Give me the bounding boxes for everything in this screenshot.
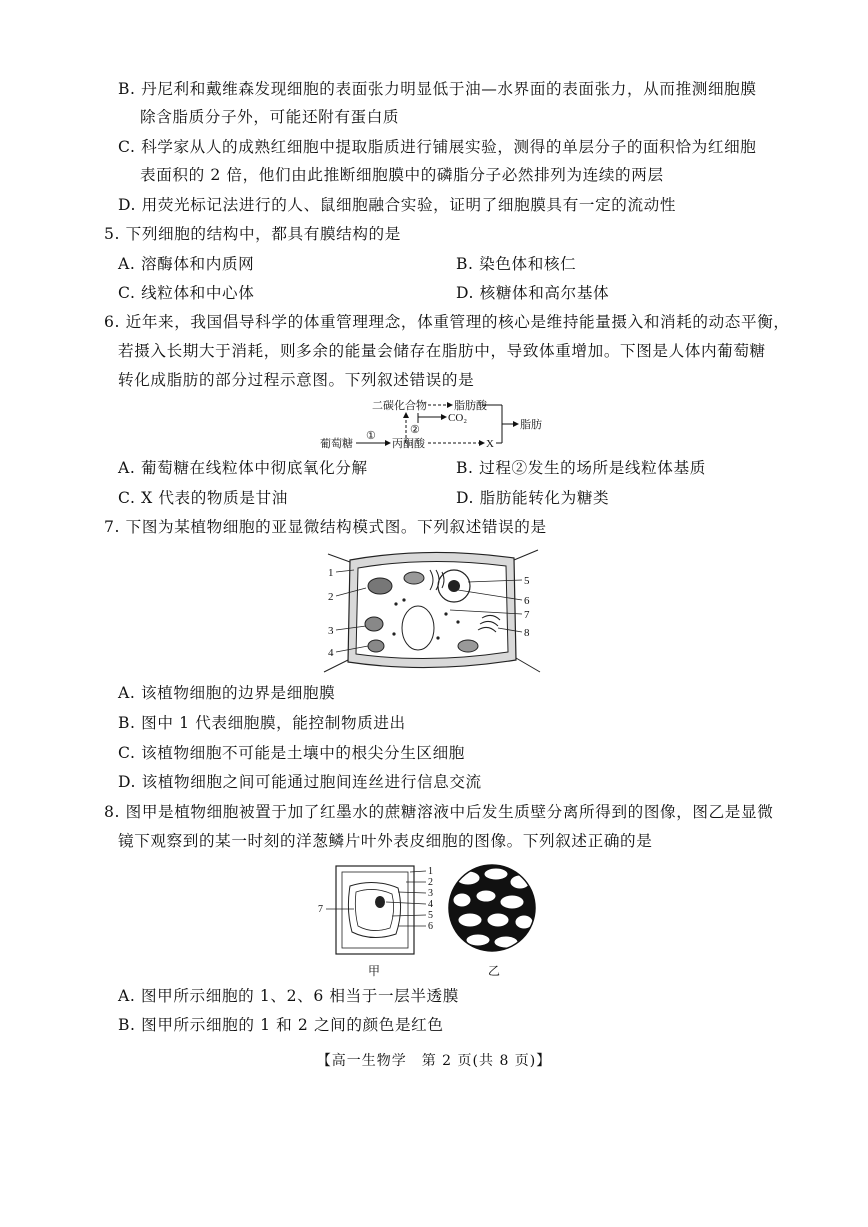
q5-option-d: D. 核糖体和高尔基体: [456, 284, 610, 302]
q5-option-c: C. 线粒体和中心体: [118, 284, 255, 302]
q7-option-a: A. 该植物细胞的边界是细胞膜: [118, 684, 336, 702]
q7-stem: 7. 下图为某植物细胞的亚显微结构模式图。下列叙述错误的是: [104, 518, 547, 536]
onion-cells-micrograph-yi: [448, 860, 536, 956]
glucose-label: 葡萄糖: [320, 438, 353, 450]
co2-label: CO₂: [448, 412, 468, 424]
jia-label-6: 6: [428, 921, 433, 932]
carbon-compound-label: 二碳化合物: [372, 400, 427, 412]
fat-label: 脂肪: [520, 419, 542, 431]
step-1-label: ①: [366, 430, 376, 442]
jia-label-7: 7: [318, 904, 323, 915]
cell-label-7: 7: [524, 609, 530, 621]
q8-option-b: B. 图甲所示细胞的 1 和 2 之间的颜色是红色: [118, 1016, 444, 1034]
q4-option-b-line2: 除含脂质分子外，可能还附有蛋白质: [140, 108, 400, 126]
q4-option-d: D. 用荧光标记法进行的人、鼠细胞融合实验，证明了细胞膜具有一定的流动性: [118, 196, 677, 214]
q6-option-c: C. X 代表的物质是甘油: [118, 489, 288, 507]
q5-stem: 5. 下列细胞的结构中，都具有膜结构的是: [104, 225, 401, 243]
cell-label-1: 1: [328, 567, 334, 579]
pyruvate-label: 丙酮酸: [392, 438, 425, 450]
jia-label-2: 2: [428, 877, 433, 888]
cell-label-5: 5: [524, 575, 530, 587]
page-footer: 【高一生物学 第 2 页(共 8 页)】: [316, 1053, 552, 1069]
jia-label-1: 1: [428, 866, 433, 877]
caption-yi: 乙: [488, 964, 501, 978]
jia-label-3: 3: [428, 888, 433, 899]
cell-label-4: 4: [328, 647, 334, 659]
q7-option-d: D. 该植物细胞之间可能通过胞间连丝进行信息交流: [118, 773, 482, 791]
q5-option-b: B. 染色体和核仁: [456, 255, 577, 273]
glucose-to-fat-diagram: [310, 395, 570, 457]
q4-option-b-line1: B. 丹尼利和戴维森发现细胞的表面张力明显低于油—水界面的表面张力，从而推测细胞膜: [118, 80, 757, 98]
q4-option-c-line2: 表面积的 2 倍，他们由此推断细胞膜中的磷脂分子必然排列为连续的两层: [140, 166, 664, 184]
jia-label-5: 5: [428, 910, 433, 921]
cell-label-6: 6: [524, 595, 530, 607]
q6-stem-line1: 6. 近年来，我国倡导科学的体重管理理念，体重管理的核心是维持能量摄入和消耗的动态平衡，: [104, 313, 790, 331]
q5-option-a: A. 溶酶体和内质网: [118, 255, 255, 273]
cell-label-8: 8: [524, 627, 530, 639]
q8-stem-line1: 8. 图甲是植物细胞被置于加了红墨水的蔗糖溶液中后发生质壁分离所得到的图像，图乙是显微: [104, 803, 774, 821]
caption-jia: 甲: [368, 964, 381, 978]
q6-option-d: D. 脂肪能转化为糖类: [456, 489, 610, 507]
cell-label-2: 2: [328, 591, 334, 603]
plasmolysis-diagram-jia: [314, 860, 444, 960]
q6-stem-line3: 转化成脂肪的部分过程示意图。下列叙述错误的是: [118, 371, 475, 389]
fatty-acid-label: 脂肪酸: [454, 400, 487, 412]
x-label: X: [486, 438, 494, 450]
q4-option-c-line1: C. 科学家从人的成熟红细胞中提取脂质进行铺展实验，测得的单层分子的面积恰为红细胞: [118, 138, 757, 156]
plant-cell-diagram: [318, 548, 548, 678]
q6-option-a: A. 葡萄糖在线粒体中彻底氧化分解: [118, 459, 368, 477]
q8-stem-line2: 镜下观察到的某一时刻的洋葱鳞片叶外表皮细胞的图像。下列叙述正确的是: [118, 832, 653, 850]
q7-option-c: C. 该植物细胞不可能是土壤中的根尖分生区细胞: [118, 744, 465, 762]
q7-option-b: B. 图中 1 代表细胞膜，能控制物质进出: [118, 714, 406, 732]
step-2-label: ②: [410, 424, 420, 436]
jia-label-4: 4: [428, 899, 433, 910]
q8-option-a: A. 图甲所示细胞的 1、2、6 相当于一层半透膜: [118, 987, 459, 1005]
q6-stem-line2: 若摄入长期大于消耗，则多余的能量会储存在脂肪中，导致体重增加。下图是人体内葡萄糖: [118, 342, 766, 360]
cell-label-3: 3: [328, 625, 334, 637]
q6-option-b: B. 过程②发生的场所是线粒体基质: [456, 459, 706, 477]
